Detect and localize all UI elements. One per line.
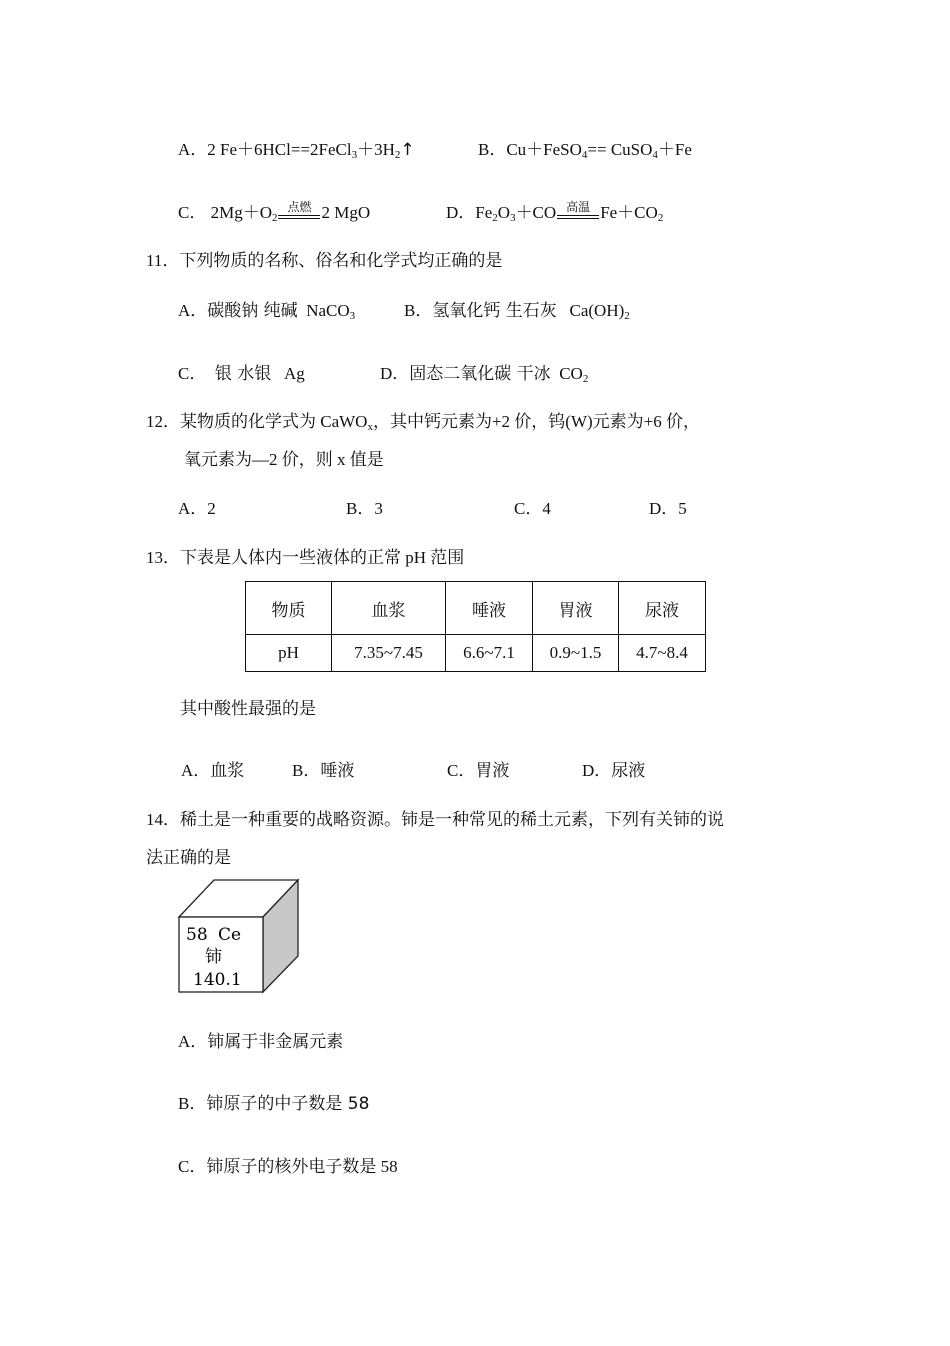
table-row [246,635,706,672]
q12-option-c: C．4 [514,499,551,518]
table-header-cell: 物质 [246,582,332,635]
gas-arrow-icon: ↑ [400,140,415,160]
q12-option-b: B．3 [346,499,383,518]
q11-option-b: B．氢氧化钙 生石灰 $Ca(OH)_2$ [404,301,630,322]
table-cell: 4.7~8.4 [619,635,706,672]
table-cell: 6.6~7.1 [446,635,533,672]
table-header-cell: 血浆 [332,582,446,635]
q14-option-c: C．铈原子的核外电子数是 58 [178,1157,398,1177]
q13-stem: 13．下表是人体内一些液体的正常 pH 范围 [146,548,465,567]
q14-stem: 14．稀土是一种重要的战略资源。铈是一种常见的稀土元素，下列有关铈的说 [146,810,724,829]
reaction-condition-high-temp: 高温 [556,201,600,225]
table-cell: pH [246,635,332,672]
q12-stem: 12．某物质的化学式为 CaWO$_x$，其中钙元素为+2 价，钨(W)元素为+6 价， [146,412,701,433]
q10-option-b: B．Cu＋FeSO$_4$== CuSO$_4$＋Fe [478,140,692,161]
q14-option-b: B．铈原子的中子数是 58 [178,1094,370,1114]
q14-option-a: A．铈属于非金属元素 [178,1032,344,1052]
table-header-cell: 胃液 [533,582,619,635]
q12-option-d: D．5 [649,499,687,518]
ph-table [245,581,706,672]
q11-stem: 11．下列物质的名称、俗名和化学式均正确的是 [146,251,503,270]
q11-option-c: C． 银 水银 Ag [178,364,305,384]
q10-option-d: D．$Fe_2O_3+CO$ 高温 $Fe+CO_2$ [446,200,664,224]
q10-option-a: A．2 $Fe+6HCl==2FeCl_3+3H_2↑$ [178,140,415,161]
table-header-cell: 唾液 [446,582,533,635]
atomic-number: 58 [186,925,208,945]
table-cell: 0.9~1.5 [533,635,619,672]
q13-option-a: A．血浆 [181,761,245,780]
q13-option-c: C．胃液 [447,761,510,780]
q13-option-b: B．唾液 [292,761,355,780]
table-cell: 7.35~7.45 [332,635,446,672]
element-symbol: Ce [218,925,242,945]
q12-option-a: A．2 [178,499,216,518]
q11-option-a: A．碳酸钠 纯碱 NaCO$_3$ [178,301,356,322]
reaction-condition-ignite: 点燃 [277,201,321,225]
atomic-mass: 140.1 [193,970,242,990]
q10-option-c: C． $2Mg+O_2$ 点燃 2 MgO [178,200,371,224]
q12-stem-line2: 氧元素为—2 价，则 x 值是 [184,450,384,469]
table-header-cell: 尿液 [619,582,706,635]
q14-stem-line2: 法正确的是 [146,848,231,867]
q11-option-d: D．固态二氧化碳 干冰 $CO_2$ [380,364,589,385]
table-header-row [246,582,706,635]
element-name: 铈 [205,947,222,967]
element-cube [170,872,310,1002]
q13-question: 其中酸性最强的是 [180,699,316,719]
q13-option-d: D．尿液 [582,761,646,780]
